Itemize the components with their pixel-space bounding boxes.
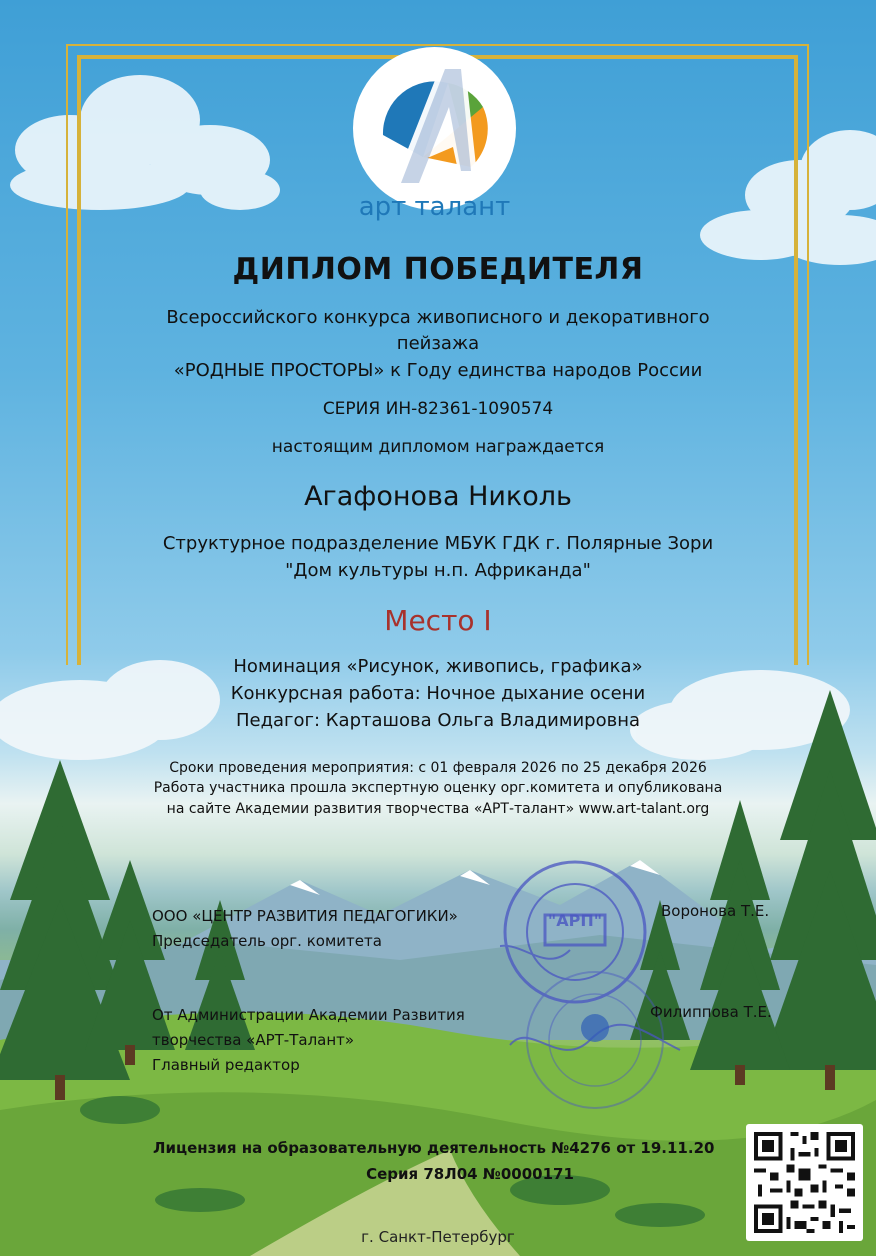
signer-1: Воронова Т.Е. — [661, 902, 770, 920]
competition-work: Конкурсная работа: Ночное дыхание осени — [230, 683, 646, 704]
logo-wordmark: арт талант — [358, 192, 511, 222]
event-dates: Сроки проведения мероприятия: с 01 февраля 2026 по 25 декабря 2026 — [169, 760, 707, 776]
winner-name: Агафонова Николь — [304, 481, 572, 512]
review-line-2: на сайте Академии развития творчества «АРТ-талант» www.art-talant.org — [166, 801, 710, 817]
cloud-top-right — [700, 130, 876, 265]
place-award: Место I — [384, 604, 492, 637]
org1-name: ООО «ЦЕНТР РАЗВИТИЯ ПЕДАГОГИКИ» — [152, 907, 458, 925]
diploma-title: ДИПЛОМ ПОБЕДИТЕЛЯ — [232, 252, 644, 287]
contest-line-1: Всероссийского конкурса живописного и декоративного — [166, 307, 710, 328]
org2-line-1: От Администрации Академии Развития — [152, 1006, 465, 1024]
teacher: Педагог: Карташова Ольга Владимировна — [235, 710, 641, 731]
series-number: СЕРИЯ ИН-82361-1090574 — [322, 399, 554, 419]
qr-code[interactable] — [746, 1124, 863, 1241]
signer-2: Филиппова Т.Е. — [650, 1003, 772, 1021]
organization-line-2: "Дом культуры н.п. Африканда" — [285, 560, 591, 581]
city: г. Санкт-Петербург — [361, 1228, 515, 1246]
awarded-text: настоящим дипломом награждается — [271, 437, 605, 457]
contest-line-3: «РОДНЫЕ ПРОСТОРЫ» к Году единства народов России — [173, 360, 703, 381]
qr-code-icon — [746, 1124, 863, 1241]
org2-role: Главный редактор — [152, 1056, 300, 1074]
org1-role: Председатель орг. комитета — [152, 932, 382, 950]
stamp-text: "АРП" — [547, 911, 603, 930]
organization-line-1: Структурное подразделение МБУК ГДК г. Полярные Зори — [162, 533, 714, 554]
license-line-2: Серия 78Л04 №0000171 — [366, 1165, 574, 1183]
official-stamps — [500, 860, 700, 1120]
review-line-1: Работа участника прошла экспертную оценку орг.комитета и опубликована — [153, 780, 723, 796]
logo-circle — [353, 47, 516, 210]
cloud-top-left — [10, 75, 280, 210]
license-line-1: Лицензия на образовательную деятельность №4276 от 19.11.20 — [153, 1139, 715, 1157]
logo-emblem-icon — [353, 47, 516, 210]
contest-line-2: пейзажа — [396, 333, 480, 354]
org2-line-2: творчества «АРТ-Талант» — [152, 1031, 355, 1049]
nomination: Номинация «Рисунок, живопись, графика» — [233, 656, 643, 677]
